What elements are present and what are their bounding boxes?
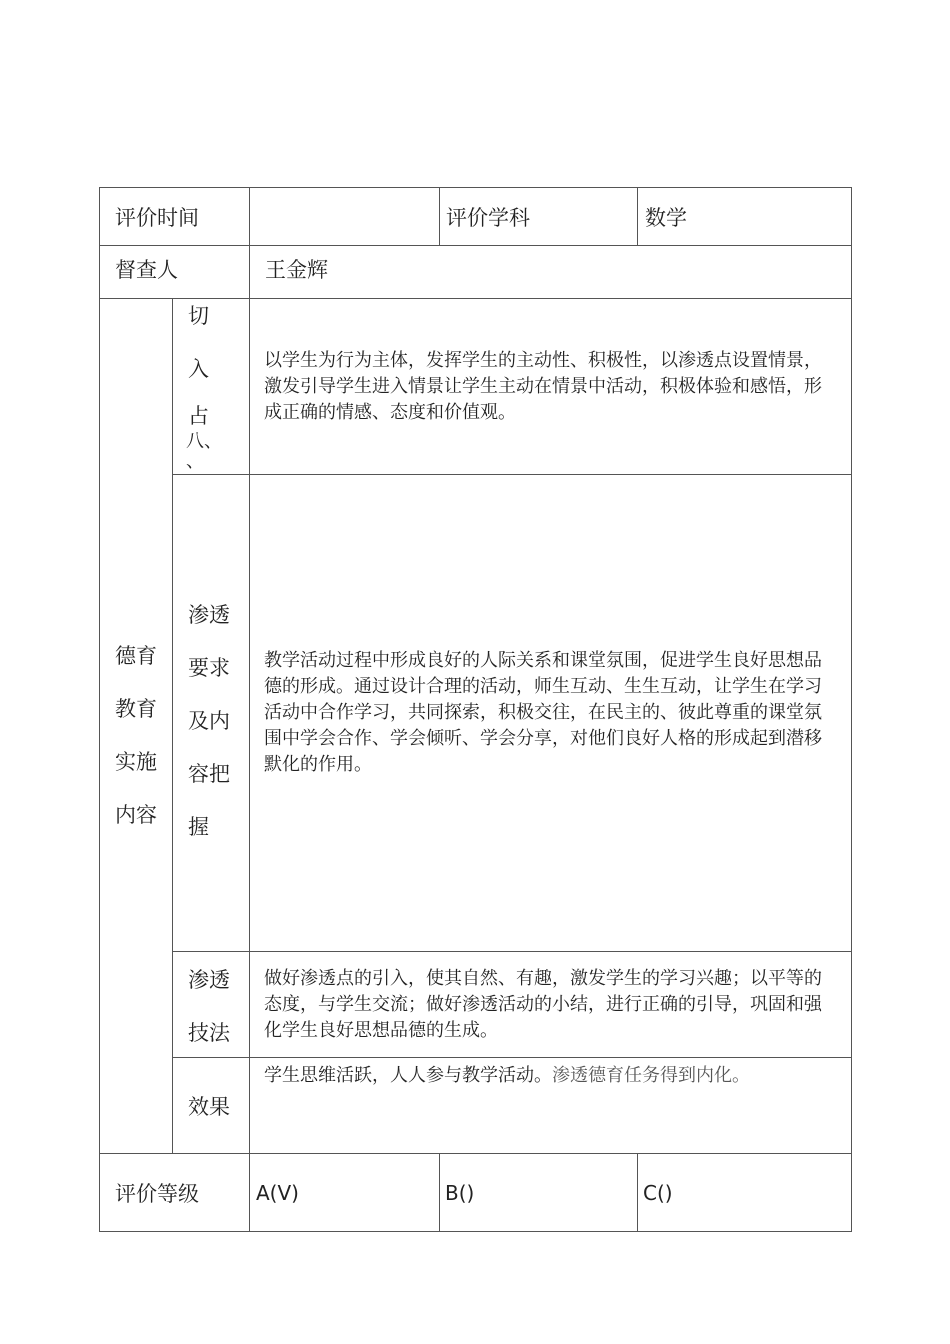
border-top — [99, 187, 852, 188]
divider-effect — [99, 1153, 852, 1154]
requirements-label-line: 及内 — [188, 709, 230, 733]
divider-requirements — [172, 951, 852, 952]
divider-grade-c — [637, 1153, 638, 1231]
entry-point-label-char: 八、 — [186, 431, 222, 452]
border-left — [99, 187, 100, 1232]
effect-label: 效果 — [188, 1095, 230, 1119]
entry-point-label-char: 入 — [188, 357, 209, 381]
divider-technique — [172, 1057, 852, 1058]
label-evaluation-time: 评价时间 — [115, 206, 199, 230]
value-evaluation-subject: 数学 — [645, 206, 687, 230]
requirements-label-line: 容把 — [188, 762, 230, 786]
label-supervisor: 督查人 — [115, 258, 178, 282]
technique-label-line: 技法 — [188, 1021, 230, 1045]
effect-text — [264, 1063, 834, 1089]
divider-col-content — [249, 298, 250, 1153]
divider-col-label — [249, 187, 250, 245]
grade-option-a[interactable]: A(V) — [256, 1181, 299, 1205]
section-label-line: 德育 — [115, 644, 157, 668]
label-evaluation-grade: 评价等级 — [115, 1182, 199, 1206]
technique-label-line: 渗透 — [188, 968, 230, 992]
border-bottom — [99, 1231, 852, 1232]
entry-point-label-char: 切 — [188, 304, 209, 328]
requirements-text: 教学活动过程中形成良好的人际关系和课堂氛围，促进学生良好思想品德的形成。通过设计合理的活动，师生互动、生生互动，让学生在学习活动中合作学习，共同探索，积极交往，在民主的、彼此尊重的课堂氛围中学会合作、学会倾听、学会分享，对他们良好人格的形成起到潜移默化的作用。 — [264, 650, 822, 775]
effect-text-tail: 渗透德育任务得到内化。 — [552, 1065, 750, 1086]
divider-col-subject-value — [637, 187, 638, 245]
divider-col-sub — [172, 298, 173, 1153]
border-right — [851, 187, 852, 1232]
section-label-line: 内容 — [115, 803, 157, 827]
technique-text: 做好渗透点的引入，使其自然、有趣，激发学生的学习兴趣；以平等的态度，与学生交流；做好渗透活动的小结，进行正确的引导，巩固和强化学生良好思想品德的生成。 — [264, 968, 822, 1041]
grade-option-c[interactable]: C() — [643, 1181, 673, 1205]
effect-text-main: 学生思维活跃，人人参与教学活动。 — [264, 1065, 552, 1086]
divider-grade-label — [249, 1153, 250, 1231]
value-supervisor: 王金辉 — [265, 258, 328, 282]
divider-row2 — [99, 298, 852, 299]
requirements-label-line: 渗透 — [188, 603, 230, 627]
divider-entry — [172, 474, 852, 475]
entry-point-label-char: 、 — [186, 451, 204, 472]
divider-col-subject-label — [439, 187, 440, 245]
divider-grade-b — [439, 1153, 440, 1231]
section-label-line: 教育 — [115, 697, 157, 721]
grade-option-b[interactable]: B() — [445, 1181, 475, 1205]
label-evaluation-subject: 评价学科 — [446, 206, 530, 230]
section-label-line: 实施 — [115, 750, 157, 774]
evaluation-form — [99, 187, 852, 1232]
entry-point-label-char: 占 — [188, 404, 209, 428]
requirements-label-line: 要求 — [188, 656, 230, 680]
requirements-label-line: 握 — [188, 815, 209, 839]
divider-row1 — [99, 245, 852, 246]
entry-point-text: 以学生为行为主体，发挥学生的主动性、积极性，以渗透点设置情景，激发引导学生进入情景让学生主动在情景中活动，积极体验和感悟，形成正确的情感、态度和价值观。 — [264, 350, 822, 423]
divider-col-label-row2 — [249, 245, 250, 298]
